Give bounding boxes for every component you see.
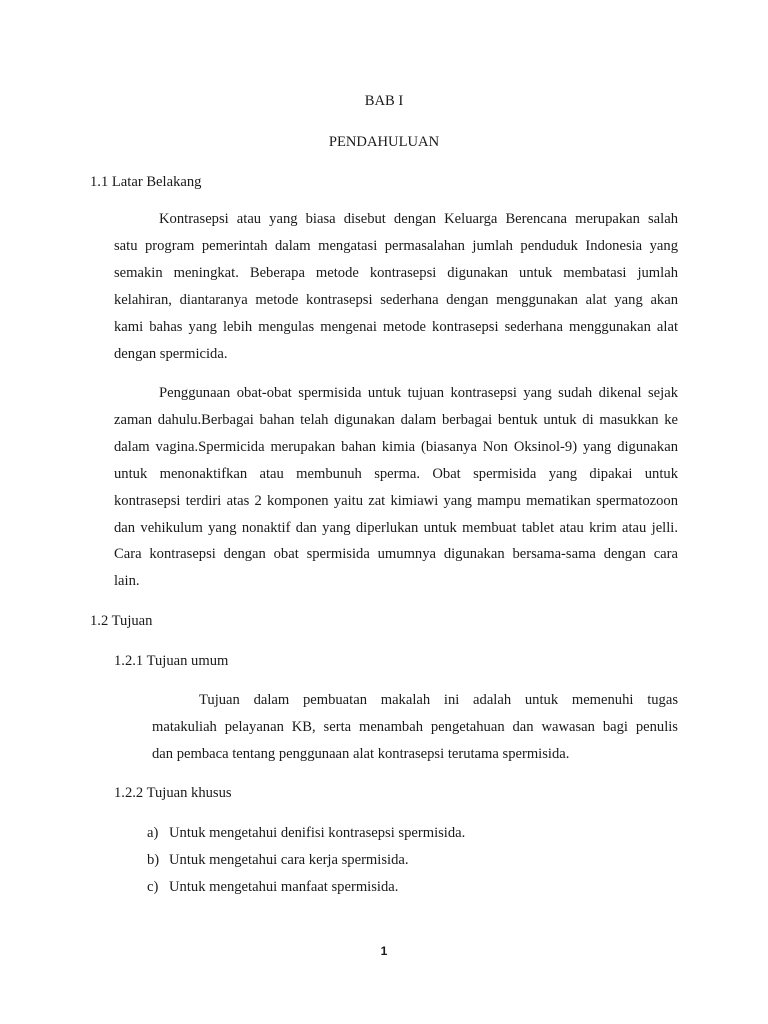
paragraph-line: lain. xyxy=(114,573,140,589)
list-item-text: Untuk mengetahui denifisi kontrasepsi spermisida. xyxy=(169,825,466,841)
page-number: 1 xyxy=(380,944,388,958)
paragraph-line: matakuliah pelayanan KB, serta menambah pengetahuan dan wawasan bagi penulis xyxy=(152,719,678,735)
paragraph-line: semakin meningkat. Beberapa metode kontrasepsi digunakan untuk membatasi jumlah xyxy=(114,265,678,281)
paragraph-line: Tujuan dalam pembuatan makalah ini adalah untuk memenuhi tugas xyxy=(199,692,678,708)
paragraph-line: dengan spermicida. xyxy=(114,346,228,362)
paragraph-line: kontrasepsi terdiri atas 2 komponen yaitu zat kimiawi yang mampu mematikan spermatozoon xyxy=(114,493,678,509)
paragraph-line: Kontrasepsi atau yang biasa disebut dengan Keluarga Berencana merupakan salah xyxy=(159,211,678,227)
list-item xyxy=(147,825,465,842)
paragraph-line: zaman dahulu.Berbagai bahan telah digunakan dalam berbagai bentuk untuk di masukkan ke xyxy=(114,412,678,428)
paragraph-line: Penggunaan obat-obat spermisida untuk tujuan kontrasepsi yang sudah dikenal sejak xyxy=(159,385,678,401)
paragraph-line: satu program pemerintah dalam mengatasi permasalahan jumlah penduduk Indonesia yang xyxy=(114,238,678,254)
paragraph-line: dan pembaca tentang penggunaan alat kontrasepsi terutama spermisida. xyxy=(152,746,570,762)
list-marker: a) xyxy=(147,825,159,841)
paragraph-line: Cara kontrasepsi dengan obat spermisida umumnya digunakan bersama-sama dengan cara xyxy=(114,546,678,562)
section-heading-latar-belakang: 1.1 Latar Belakang xyxy=(90,174,202,190)
list-marker: c) xyxy=(147,879,159,895)
subsection-heading-tujuan-umum: 1.2.1 Tujuan umum xyxy=(114,653,229,669)
list-marker: b) xyxy=(147,852,160,868)
section-heading-tujuan: 1.2 Tujuan xyxy=(90,613,153,629)
chapter-title: BAB I xyxy=(364,93,404,109)
paragraph-line: dan vehikulum yang nonaktif dan yang diperlukan untuk membuat tablet atau krim atau jelli. xyxy=(114,520,678,536)
list-item xyxy=(147,879,398,896)
list-item xyxy=(147,852,409,869)
list-item-text: Untuk mengetahui cara kerja spermisida. xyxy=(169,852,409,868)
paragraph-line: kelahiran, diantaranya metode kontrasepsi sederhana dengan menggunakan alat yang akan xyxy=(114,292,678,308)
subsection-heading-tujuan-khusus: 1.2.2 Tujuan khusus xyxy=(114,785,232,801)
chapter-subtitle: PENDAHULUAN xyxy=(328,134,440,150)
paragraph-line: kami bahas yang lebih mengulas mengenai metode kontrasepsi sederhana menggunakan alat xyxy=(114,319,678,335)
paragraph-line: untuk menonaktifkan atau membunuh sperma. Obat spermisida yang dipakai untuk xyxy=(114,466,678,482)
paragraph-line: dalam vagina.Spermicida merupakan bahan kimia (biasanya Non Oksinol-9) yang digunakan xyxy=(114,439,678,455)
list-item-text: Untuk mengetahui manfaat spermisida. xyxy=(169,879,399,895)
